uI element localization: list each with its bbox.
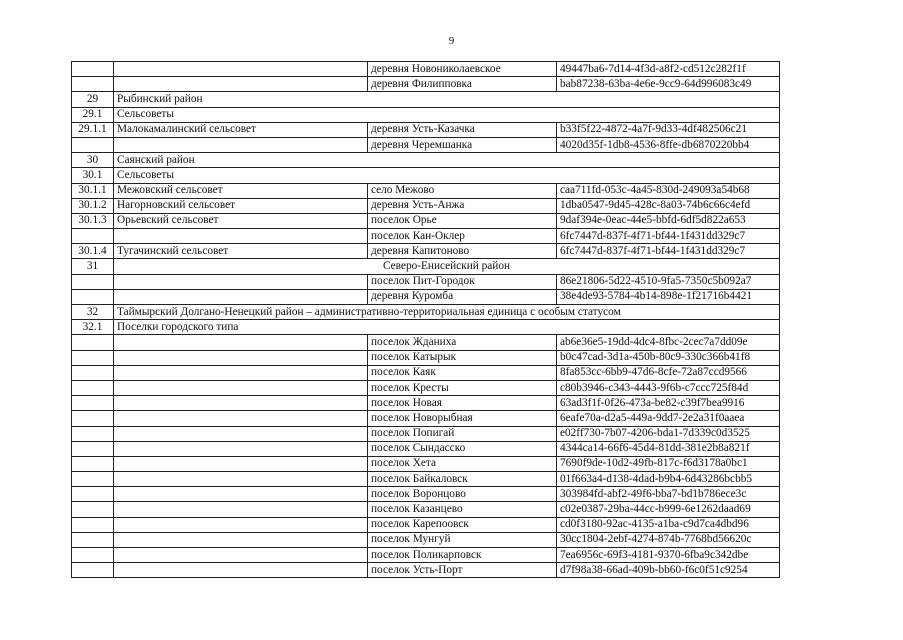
settlement-cell: деревня Черемшанка [368, 137, 557, 152]
municipal-entity-cell: Орьевский сельсовет [114, 213, 368, 228]
row-number: 30.1.2 [72, 198, 114, 213]
settlement-cell: поселок Сындасско [368, 441, 557, 456]
table-row [72, 456, 780, 471]
guid-cell: c02e0387-29ba-44cc-b999-6e1262daad69 [557, 502, 780, 517]
table-row [72, 411, 780, 426]
guid-cell: 8fa853cc-6bb9-47d6-8cfe-72a87ccd9566 [557, 365, 780, 380]
guid-cell: 7ea6956c-69f3-4181-9370-6fba9c342dbe [557, 548, 780, 563]
table-row [72, 244, 780, 259]
row-number: 30.1.3 [72, 213, 114, 228]
section-heading-row [72, 259, 780, 274]
settlement-cell: поселок Кресты [368, 380, 557, 395]
row-number [72, 62, 114, 77]
table-row [72, 365, 780, 380]
guid-cell: b0c47cad-3d1a-450b-80c9-330c366b41f8 [557, 350, 780, 365]
table-row [72, 229, 780, 244]
municipal-entity-cell [114, 62, 368, 77]
municipal-entity-cell [114, 350, 368, 365]
settlement-cell: деревня Филипповка [368, 77, 557, 92]
settlement-cell: поселок Жданиха [368, 335, 557, 350]
settlement-cell: деревня Куромба [368, 289, 557, 304]
table-row [72, 548, 780, 563]
settlement-cell: поселок Байкаловск [368, 472, 557, 487]
row-number [72, 380, 114, 395]
settlement-cell: поселок Кан-Оклер [368, 229, 557, 244]
guid-cell: 86e21806-5d22-4510-9fa5-7350c5b092a7 [557, 274, 780, 289]
table-row [72, 487, 780, 502]
municipal-entity-cell: Малокамалинский сельсовет [114, 122, 368, 137]
municipal-entity-cell [114, 532, 368, 547]
row-number: 29.1.1 [72, 122, 114, 137]
section-heading-row [72, 305, 780, 320]
municipal-entity-cell: Тугачинский сельсовет [114, 244, 368, 259]
settlement-cell: поселок Катырык [368, 350, 557, 365]
municipal-entity-cell [114, 229, 368, 244]
section-heading-row [72, 320, 780, 335]
table-row [72, 350, 780, 365]
municipal-entity-cell [114, 77, 368, 92]
settlement-cell: поселок Казанцево [368, 502, 557, 517]
table-row [72, 62, 780, 77]
settlement-cell: деревня Новониколаевское [368, 62, 557, 77]
row-number [72, 396, 114, 411]
guid-cell: 30cc1804-2ebf-4274-874b-7768bd56620c [557, 532, 780, 547]
section-title: Поселки городского типа [114, 320, 780, 335]
municipal-entity-cell [114, 502, 368, 517]
row-number [72, 229, 114, 244]
municipal-entity-cell [114, 365, 368, 380]
guid-cell: 1dba0547-9d45-428c-8a03-74b6c66c4efd [557, 198, 780, 213]
row-number: 29.1 [72, 107, 114, 122]
row-number [72, 532, 114, 547]
section-title: Таймырский Долгано-Ненецкий район – административно-территориальная единица с особым статусом [114, 305, 780, 320]
municipal-entity-cell [114, 289, 368, 304]
row-number [72, 365, 114, 380]
table-row [72, 441, 780, 456]
row-number [72, 411, 114, 426]
table-row [72, 380, 780, 395]
guid-cell: b33f5f22-4872-4a7f-9d33-4df482506c21 [557, 122, 780, 137]
municipal-entity-cell [114, 411, 368, 426]
settlement-cell: поселок Каяк [368, 365, 557, 380]
guid-cell: d7f98a38-66ad-409b-bb60-f6c0f51c9254 [557, 563, 780, 578]
page-number: 9 [448, 35, 455, 47]
row-number: 30.1 [72, 168, 114, 183]
settlement-cell: поселок Новорыбная [368, 411, 557, 426]
table-row [72, 563, 780, 578]
row-number [72, 456, 114, 471]
guid-cell: c80b3946-c343-4443-9f6b-c7ccc725f84d [557, 380, 780, 395]
table-row [72, 274, 780, 289]
section-title: Северо-Енисейский район [114, 259, 780, 274]
section-heading-row [72, 92, 780, 107]
row-number [72, 426, 114, 441]
table-row [72, 198, 780, 213]
table-body [72, 62, 780, 578]
settlement-cell: село Межово [368, 183, 557, 198]
row-number [72, 563, 114, 578]
guid-cell: 63ad3f1f-0f26-473a-be82-c39f7bea9916 [557, 396, 780, 411]
guid-cell: 49447ba6-7d14-4f3d-a8f2-cd512c282f1f [557, 62, 780, 77]
municipal-entity-cell [114, 472, 368, 487]
table-row [72, 183, 780, 198]
guid-cell: 6fc7447d-837f-4f71-bf44-1f431dd329c7 [557, 229, 780, 244]
settlement-cell: деревня Усть-Анжа [368, 198, 557, 213]
section-heading-row [72, 107, 780, 122]
table-row [72, 396, 780, 411]
section-title: Саянский район [114, 153, 780, 168]
row-number: 30.1.4 [72, 244, 114, 259]
settlement-cell: поселок Воронцово [368, 487, 557, 502]
guid-cell: caa711fd-053c-4a45-830d-249093a54b68 [557, 183, 780, 198]
municipal-entity-cell [114, 396, 368, 411]
guid-cell: bab87238-63ba-4e6e-9cc9-64d996083c49 [557, 77, 780, 92]
settlement-cell: деревня Усть-Казачка [368, 122, 557, 137]
row-number [72, 350, 114, 365]
municipal-entity-cell [114, 426, 368, 441]
guid-cell: 38e4de93-5784-4b14-898e-1f21716b4421 [557, 289, 780, 304]
municipal-entity-cell [114, 335, 368, 350]
municipal-entity-cell: Межовский сельсовет [114, 183, 368, 198]
section-title: Сельсоветы [114, 168, 780, 183]
guid-cell: cd0f3180-92ac-4135-a1ba-c9d7ca4dbd96 [557, 517, 780, 532]
row-number [72, 548, 114, 563]
row-number [72, 335, 114, 350]
settlement-cell: поселок Мунгуй [368, 532, 557, 547]
municipal-entity-cell [114, 274, 368, 289]
section-title: Сельсоветы [114, 107, 780, 122]
row-number: 29 [72, 92, 114, 107]
guid-cell: 4344ca14-66f6-45d4-81dd-381e2b8a821f [557, 441, 780, 456]
municipal-entity-cell [114, 517, 368, 532]
settlements-table [71, 61, 780, 578]
table-row [72, 532, 780, 547]
municipal-entity-cell: Нагорновский сельсовет [114, 198, 368, 213]
guid-cell: 6eafe70a-d2a5-449a-9dd7-2e2a31f0aaea [557, 411, 780, 426]
section-heading-row [72, 153, 780, 168]
guid-cell: 6fc7447d-837f-4f71-bf44-1f431dd329c7 [557, 244, 780, 259]
municipal-entity-cell [114, 563, 368, 578]
settlement-cell: поселок Поликарповск [368, 548, 557, 563]
settlement-cell: поселок Хета [368, 456, 557, 471]
table-row [72, 517, 780, 532]
municipal-entity-cell [114, 487, 368, 502]
row-number: 32 [72, 305, 114, 320]
settlement-cell: поселок Пит-Городок [368, 274, 557, 289]
guid-cell: 303984fd-abf2-49f6-bba7-bd1b786ece3c [557, 487, 780, 502]
settlement-cell: поселок Новая [368, 396, 557, 411]
table-row [72, 77, 780, 92]
row-number [72, 274, 114, 289]
guid-cell: 01f663a4-d138-4dad-b9b4-6d43286bcbb5 [557, 472, 780, 487]
settlement-cell: деревня Капитоново [368, 244, 557, 259]
table-row [72, 289, 780, 304]
guid-cell: ab6e36e5-19dd-4dc4-8fbc-2cec7a7dd09e [557, 335, 780, 350]
guid-cell: 4020d35f-1db8-4536-8ffe-db6870220bb4 [557, 137, 780, 152]
row-number [72, 289, 114, 304]
table-row [72, 335, 780, 350]
municipal-entity-cell [114, 456, 368, 471]
settlement-cell: поселок Попигай [368, 426, 557, 441]
municipal-entity-cell [114, 380, 368, 395]
table-row [72, 502, 780, 517]
row-number [72, 517, 114, 532]
row-number: 32.1 [72, 320, 114, 335]
row-number [72, 441, 114, 456]
row-number [72, 502, 114, 517]
guid-cell: e02ff730-7b07-4206-bda1-7d339c0d3525 [557, 426, 780, 441]
table-row [72, 213, 780, 228]
row-number: 30 [72, 153, 114, 168]
settlement-cell: поселок Орье [368, 213, 557, 228]
municipal-entity-cell [114, 137, 368, 152]
table-row [72, 137, 780, 152]
row-number [72, 472, 114, 487]
guid-cell: 9daf394e-0eac-44e5-bbfd-6df5d822a653 [557, 213, 780, 228]
table-row [72, 122, 780, 137]
table-row [72, 472, 780, 487]
row-number: 31 [72, 259, 114, 274]
settlement-cell: поселок Карепоовск [368, 517, 557, 532]
section-heading-row [72, 168, 780, 183]
table-row [72, 426, 780, 441]
row-number: 30.1.1 [72, 183, 114, 198]
settlement-cell: поселок Усть-Порт [368, 563, 557, 578]
section-title: Рыбинский район [114, 92, 780, 107]
row-number [72, 487, 114, 502]
guid-cell: 7690f9de-10d2-49fb-817c-f6d3178a0bc1 [557, 456, 780, 471]
municipal-entity-cell [114, 441, 368, 456]
row-number [72, 77, 114, 92]
municipal-entity-cell [114, 548, 368, 563]
row-number [72, 137, 114, 152]
